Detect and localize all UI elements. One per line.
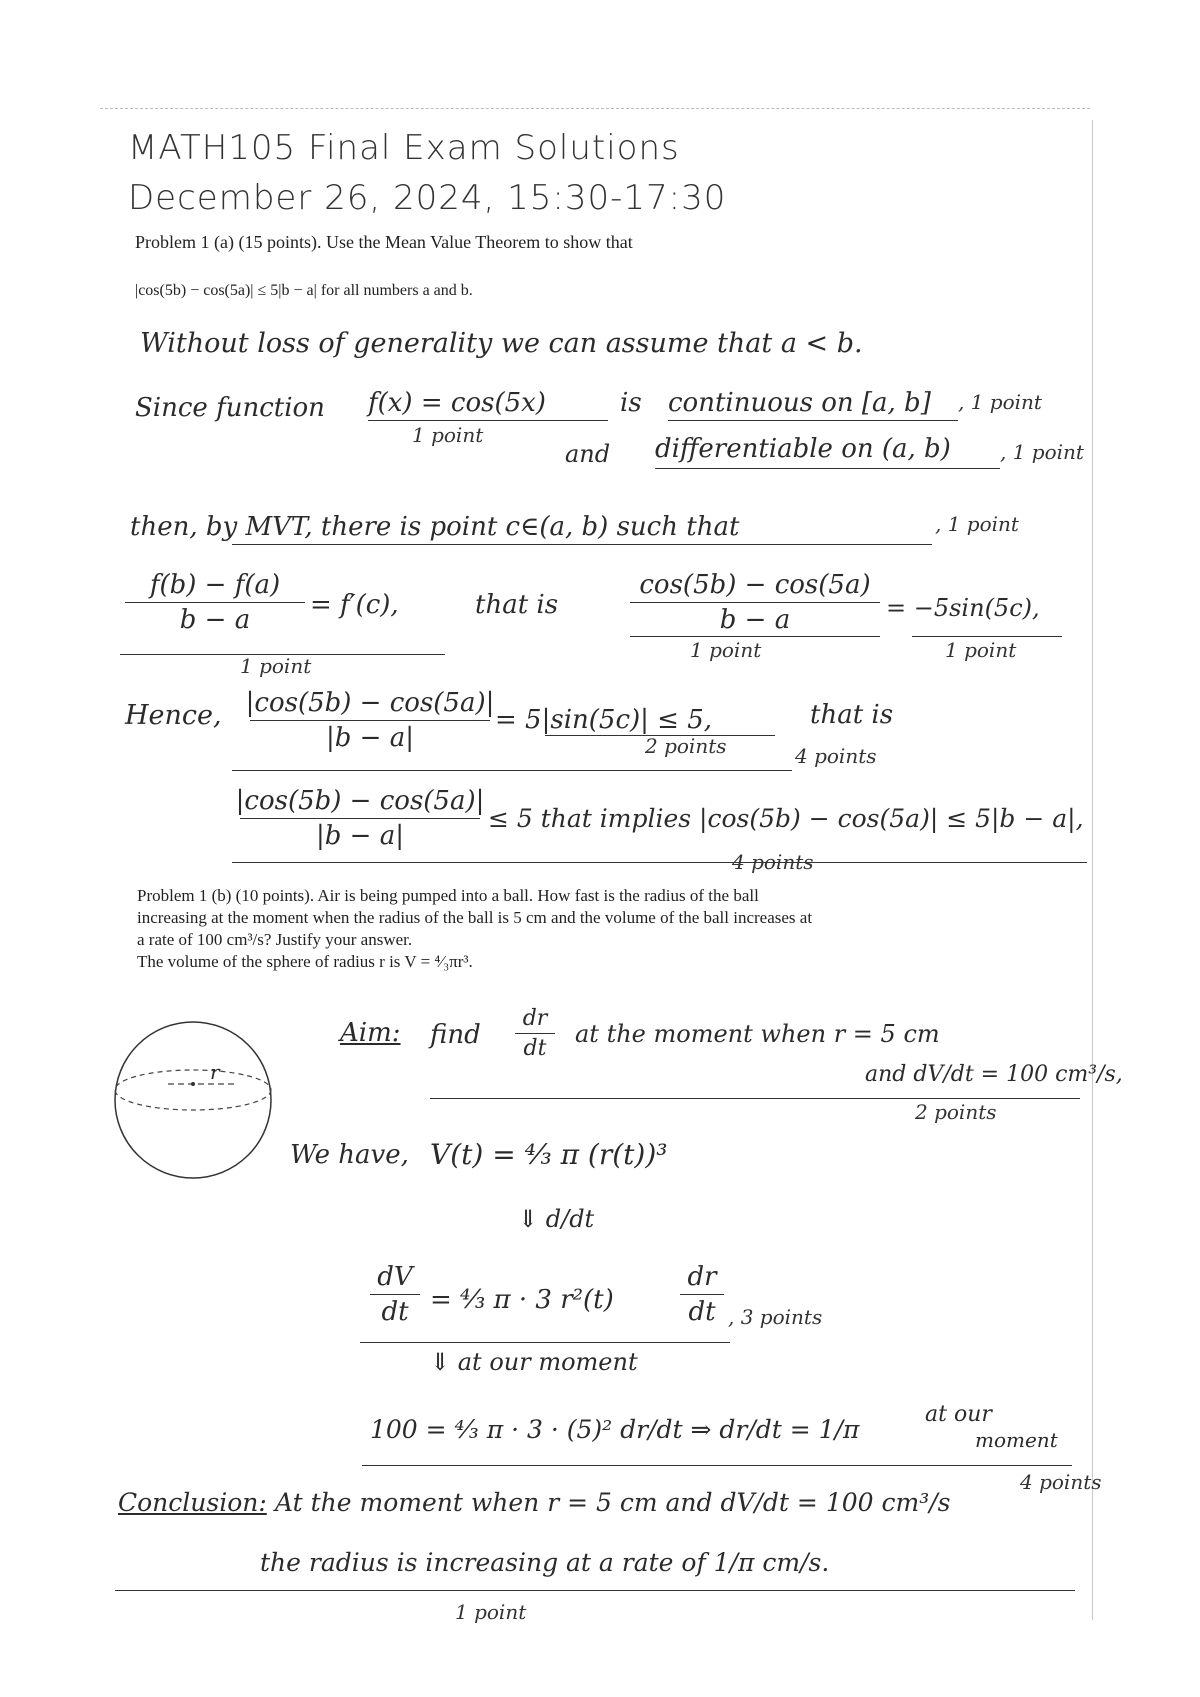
we-have: We have, [290, 1140, 409, 1170]
eq2-rhs: = −5sin(5c), [886, 594, 1040, 622]
problem-1a-statement: Problem 1 (a) (15 points). Use the Mean Value Theorem to show that [135, 232, 633, 252]
underline-continuous [668, 420, 958, 421]
fraction-2-numerator: cos(5b) − cos(5a) [639, 570, 871, 600]
final-points: 4 points [1020, 1470, 1102, 1494]
that-is-2: that is [810, 700, 894, 730]
exam-title: MATH105 Final Exam Solutions [128, 128, 680, 168]
final-tail-2: moment [975, 1428, 1058, 1452]
sphere-radius-label: r [210, 1060, 220, 1084]
underline-eq3 [232, 770, 792, 771]
conclusion-label: Conclusion: [118, 1488, 267, 1517]
fraction-2-denominator: b − a [719, 605, 791, 635]
underline-function [368, 420, 608, 421]
underline-mvt [232, 544, 932, 545]
underline-derivative [360, 1342, 730, 1343]
fraction-1-denominator: b − a [179, 605, 251, 635]
eq3-points: 4 points [795, 744, 877, 768]
fraction-4-numerator: |cos(5b) − cos(5a)| [235, 786, 485, 816]
is-word: is [620, 388, 642, 418]
aim-label: Aim: [340, 1018, 401, 1048]
underline-conclusion [115, 1590, 1075, 1591]
derivative-rhs: = ⁴⁄₃ π · 3 r²(t) [430, 1285, 614, 1315]
hence-word: Hence, [125, 700, 222, 731]
final-equation: 100 = ⁴⁄₃ π · 3 · (5)² dr/dt ⇒ dr/dt = 1/π [370, 1415, 860, 1444]
wlog-line: Without loss of generality we can assume that a < b. [140, 328, 863, 359]
underline-differentiable [655, 468, 1000, 469]
continuous-points: , 1 point [958, 390, 1042, 414]
fraction-1 [125, 570, 305, 635]
that-is-1: that is [475, 590, 559, 620]
fraction-3 [245, 688, 495, 753]
eq1-points: 1 point [240, 654, 312, 678]
aim-dr: dr [522, 1006, 548, 1031]
fraction-3-denominator: |b − a| [326, 723, 414, 753]
eq2-rhs-points: 1 point [945, 638, 1017, 662]
mvt-points: , 1 point [935, 512, 1019, 536]
problem-1b-line2: increasing at the moment when the radius of the ball is 5 cm and the volume of the ball increases at [137, 908, 813, 927]
top-divider [100, 108, 1090, 109]
aim-find: find [430, 1020, 481, 1050]
conclusion-line1: At the moment when r = 5 cm and dV/dt = 100 cm³/s [275, 1488, 951, 1517]
fraction-2 [630, 570, 880, 635]
dr-denominator: dt [688, 1297, 716, 1327]
underline-eq2-rhs [912, 636, 1062, 637]
underline-eq4 [232, 862, 1087, 863]
fraction-1-numerator: f(b) − f(a) [149, 570, 281, 600]
function-points: 1 point [412, 423, 484, 447]
eq4-points: 4 points [732, 850, 814, 874]
aim-volume-rate: and dV/dt = 100 cm³/s, [865, 1062, 1123, 1087]
function-def: f(x) = cos(5x) [368, 388, 546, 418]
aim-drdt [515, 1006, 555, 1061]
dVdt [370, 1262, 420, 1327]
drdt-2 [680, 1262, 724, 1327]
and-word: and [565, 440, 611, 468]
eq2-points: 1 point [690, 638, 762, 662]
since-function: Since function [135, 393, 325, 423]
underline-eq2 [630, 636, 880, 637]
fraction-4-denominator: |b − a| [316, 821, 404, 851]
underline-aim [430, 1098, 1080, 1099]
aim-points: 2 points [915, 1100, 997, 1124]
dr-numerator: dr [687, 1262, 717, 1292]
volume-equation: V(t) = ⁴⁄₃ π (r(t))³ [430, 1138, 668, 1171]
differentiable-claim: differentiable on (a, b) [655, 434, 951, 464]
fraction-4 [235, 786, 485, 851]
eq3-rhs: = 5|sin(5c)| ≤ 5, [495, 705, 713, 735]
right-margin-line [1092, 120, 1093, 1620]
differentiable-points: , 1 point [1000, 440, 1084, 464]
aim-moment: at the moment when r = 5 cm [575, 1020, 940, 1048]
dv-numerator: dV [377, 1262, 413, 1292]
at-our-moment: ⇓ at our moment [430, 1348, 638, 1376]
final-tail-1: at our [925, 1402, 992, 1427]
exam-date: December 26, 2024, 15:30-17:30 [128, 178, 727, 218]
aim-dt: dt [523, 1036, 547, 1061]
eq4-rhs: ≤ 5 that implies |cos(5b) − cos(5a)| ≤ 5|b − a|, [488, 804, 1084, 833]
conclusion-points: 1 point [455, 1600, 527, 1624]
derivative-points: , 3 points [728, 1305, 823, 1329]
underline-final [362, 1465, 1072, 1466]
conclusion-line2: the radius is increasing at a rate of 1/π cm/s. [260, 1548, 830, 1577]
fraction-3-numerator: |cos(5b) − cos(5a)| [245, 688, 495, 718]
sphere-sketch [108, 1010, 278, 1190]
problem-1b-line3: a rate of 100 cm³/s? Justify your answer. [137, 930, 413, 949]
sin-points: 2 points [645, 734, 727, 758]
differentiate-arrow: ⇓ d/dt [518, 1205, 595, 1233]
problem-1a-inequality: |cos(5b) − cos(5a)| ≤ 5|b − a| for all numbers a and b. [135, 282, 473, 299]
problem-1b-line4: The volume of the sphere of radius r is V = ⁴⁄₃πr³. [137, 952, 473, 971]
mvt-line: then, by MVT, there is point c∈(a, b) such that [130, 512, 740, 542]
continuous-claim: continuous on [a, b] [668, 388, 931, 418]
dv-denominator: dt [381, 1297, 409, 1327]
eq1-rhs: = f′(c), [310, 590, 399, 620]
problem-1b-line1: Problem 1 (b) (10 points). Air is being pumped into a ball. How fast is the radius of the ball [137, 886, 759, 905]
